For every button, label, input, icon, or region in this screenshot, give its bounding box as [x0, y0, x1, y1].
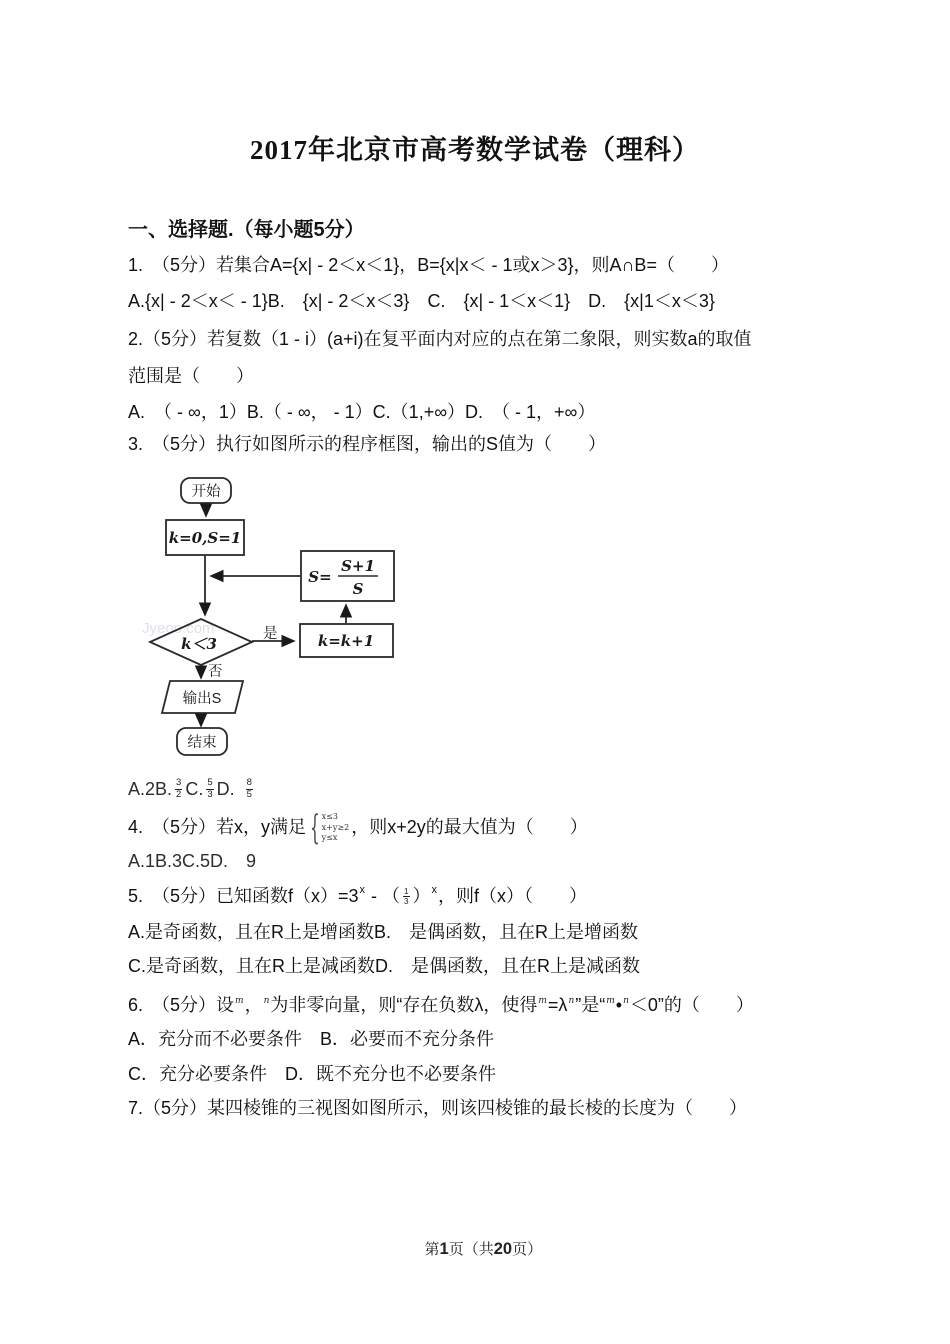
question-3-options	[128, 778, 256, 801]
q3-option-c-fraction	[206, 778, 213, 801]
footer-page-number: 1	[439, 1240, 449, 1258]
q3-b-numerator: 3	[176, 777, 182, 788]
question-6-options-row1: A．充分而不必要条件 B．必要而不充分条件	[128, 1029, 495, 1049]
q5-exponent-1: x	[359, 884, 366, 897]
question-1-stem: 1. （5分）若集合A={x| - 2＜x＜1}，B={x|x＜ - 1或x＞3}，则A∩B=（ ）	[128, 255, 729, 275]
question-6-stem	[128, 995, 754, 1017]
q5-frac-numerator: 1	[404, 887, 409, 897]
q6-stem-pre: 6. （5分）设	[128, 995, 235, 1015]
q3-option-d-fraction	[246, 778, 253, 801]
flowchart-assign-denominator: S	[352, 580, 364, 598]
footer-post: 页）	[512, 1241, 543, 1258]
q6-stem-post: ＜0”的（ ）	[629, 995, 754, 1015]
q5-frac-denominator: 3	[404, 897, 409, 907]
q6-vector-n-3: n	[623, 996, 629, 1007]
q4-stem-post: ，则x+2y的最大值为（ ）	[351, 817, 588, 838]
question-4-stem	[128, 806, 588, 850]
q3-option-a: A.2	[128, 778, 156, 799]
q3-option-b-label: B.	[155, 778, 173, 799]
question-6-options-row2: C．充分必要条件 D．既不充分也不必要条件	[128, 1064, 496, 1084]
question-5-options-row1: A.是奇函数，且在R上是增函数B. 是偶函数，且在R上是增函数	[128, 922, 639, 942]
flowchart-assign-lhs: S=	[308, 568, 332, 586]
q6-comma: ，	[244, 995, 263, 1015]
question-2-stem-line1: 2.（5分）若复数（1 - i）(a+i)在复平面内对应的点在第二象限，则实数a的取值	[128, 329, 752, 349]
q4-constraint-2: x+y≥2	[321, 822, 350, 832]
q5-stem-mid: - （	[366, 886, 401, 906]
q3-d-denominator: 5	[246, 788, 252, 800]
question-4-options: A.1B.3C.5D. 9	[128, 851, 257, 871]
flowchart-assign-numerator: S+1	[341, 557, 375, 575]
q3-c-numerator: 5	[207, 777, 213, 788]
footer-total-pages: 20	[493, 1240, 513, 1258]
q6-vector-n-1: n	[263, 996, 270, 1007]
q5-stem-post: ，则f（x）（ ）	[438, 886, 588, 906]
q3-c-denominator: 3	[207, 788, 213, 800]
flowchart-condition-label: k＜3	[181, 635, 217, 653]
q5-fraction	[403, 887, 409, 906]
flowchart-increment-label: k=k+1	[317, 632, 375, 650]
flowchart-init-label: k=0,S=1	[168, 529, 242, 547]
flowchart-yes-label: 是	[263, 626, 278, 642]
q6-stem-mid2: ”是“	[575, 995, 606, 1015]
q3-b-denominator: 2	[176, 788, 182, 800]
question-1-options: A.{x| - 2＜x＜ - 1}B. {x| - 2＜x＜3} C. {x| - 1＜x＜1} D. {x|1＜x＜3}	[128, 291, 715, 311]
question-5-options-row2: C.是奇函数，且在R上是减函数D. 是偶函数，且在R上是减函数	[128, 956, 640, 976]
question-3-stem: 3. （5分）执行如图所示的程序框图，输出的S值为（ ）	[128, 434, 607, 454]
q6-stem-mid1: 为非零向量，则“存在负数λ，使得	[270, 995, 538, 1015]
q3-option-c-label: C.	[185, 778, 204, 799]
flowchart-no-label: 否	[208, 664, 223, 680]
q6-equation: =λ	[547, 995, 568, 1015]
q6-dot-operator: •	[615, 995, 623, 1015]
question-7-stem: 7.（5分）某四棱锥的三视图如图所示，则该四棱锥的最长棱的长度为（ ）	[128, 1098, 748, 1118]
q3-option-d-label: D.	[216, 778, 235, 799]
q6-vector-m-1: m	[235, 996, 244, 1007]
q4-constraint-stack	[322, 812, 350, 843]
q4-constraint-3: y≤x	[321, 833, 338, 843]
q6-vector-m-2: m	[538, 996, 547, 1007]
flowchart-output-label: 输出S	[182, 691, 222, 707]
q5-exponent-2: x	[431, 884, 437, 897]
q6-vector-n-2: n	[568, 996, 575, 1007]
footer-pre: 第	[424, 1241, 440, 1258]
watermark-text: Jyeoo.com	[142, 620, 215, 637]
q4-brace: {	[309, 808, 320, 848]
q4-stem-pre: 4. （5分）若x，y满足	[128, 817, 307, 838]
q6-vector-m-3: m	[606, 996, 615, 1007]
flowchart-start-label: 开始	[191, 484, 221, 500]
q3-option-b-fraction	[175, 778, 182, 801]
page-title: 2017年北京市高考数学试卷（理科）	[250, 135, 700, 165]
question-5-stem	[128, 886, 587, 908]
page-footer	[0, 1221, 950, 1276]
footer-mid: 页（共	[448, 1241, 494, 1258]
section-header: 一、选择题.（每小题5分）	[128, 219, 365, 241]
question-2-options: A. （ - ∞，1）B.（ - ∞， - 1）C.（1,+∞）D. （ - 1，+∞）	[128, 402, 596, 422]
flowchart-end-label: 结束	[187, 735, 217, 751]
q3-d-numerator: 8	[246, 777, 252, 788]
q5-stem-close: ）	[412, 886, 431, 906]
question-2-stem-line2: 范围是（ ）	[128, 366, 254, 386]
q5-stem-pre: 5. （5分）已知函数f（x）=3	[128, 886, 359, 906]
flowchart-diagram	[140, 470, 420, 770]
q4-constraint-1: x≤3	[321, 812, 338, 822]
